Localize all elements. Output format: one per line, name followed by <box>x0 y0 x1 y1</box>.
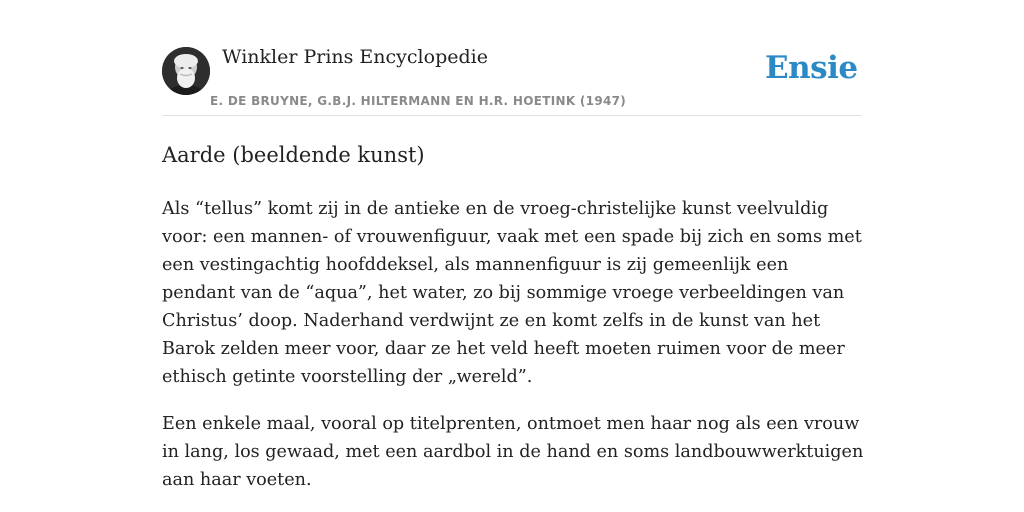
encyclopedia-title[interactable]: Winkler Prins Encyclopedie <box>222 46 488 68</box>
authors-byline: E. DE BRUYNE, G.B.J. HILTERMANN EN H.R. HOETINK (1947) <box>210 94 627 108</box>
article-paragraph: Een enkele maal, vooral op titelprenten, ontmoet men haar nog als een vrouw in lang, los gewaad, met een aardbol in de hand en soms landbouwwerktuigen aan haar voeten. <box>162 414 864 490</box>
article-paragraph: Als “tellus” komt zij in de antieke en de vroeg-christelijke kunst veelvuldig voor: een mannen- of vrouwenfiguur, vaak met een spade bij zich en soms met een vestingachtig hoofddeksel, als mannenfiguur is zij gemeenlijk een pendant van de “aqua”, het water, zo bij sommige vroege verbeeldingen van Christus’ doop. Naderhand verdwijnt ze en komt zelfs in de kunst van het Barok zelden meer voor, daar ze het veld heeft moeten ruimen voor de meer ethisch getinte voorstelling der „wereld”. <box>162 199 862 387</box>
header-divider <box>162 115 862 116</box>
article <box>162 140 864 512</box>
portrait-icon <box>162 47 210 95</box>
author-avatar[interactable] <box>162 47 210 95</box>
ensie-logo[interactable]: Ensie <box>765 50 858 86</box>
article-title: Aarde (beeldende kunst) <box>162 143 425 167</box>
